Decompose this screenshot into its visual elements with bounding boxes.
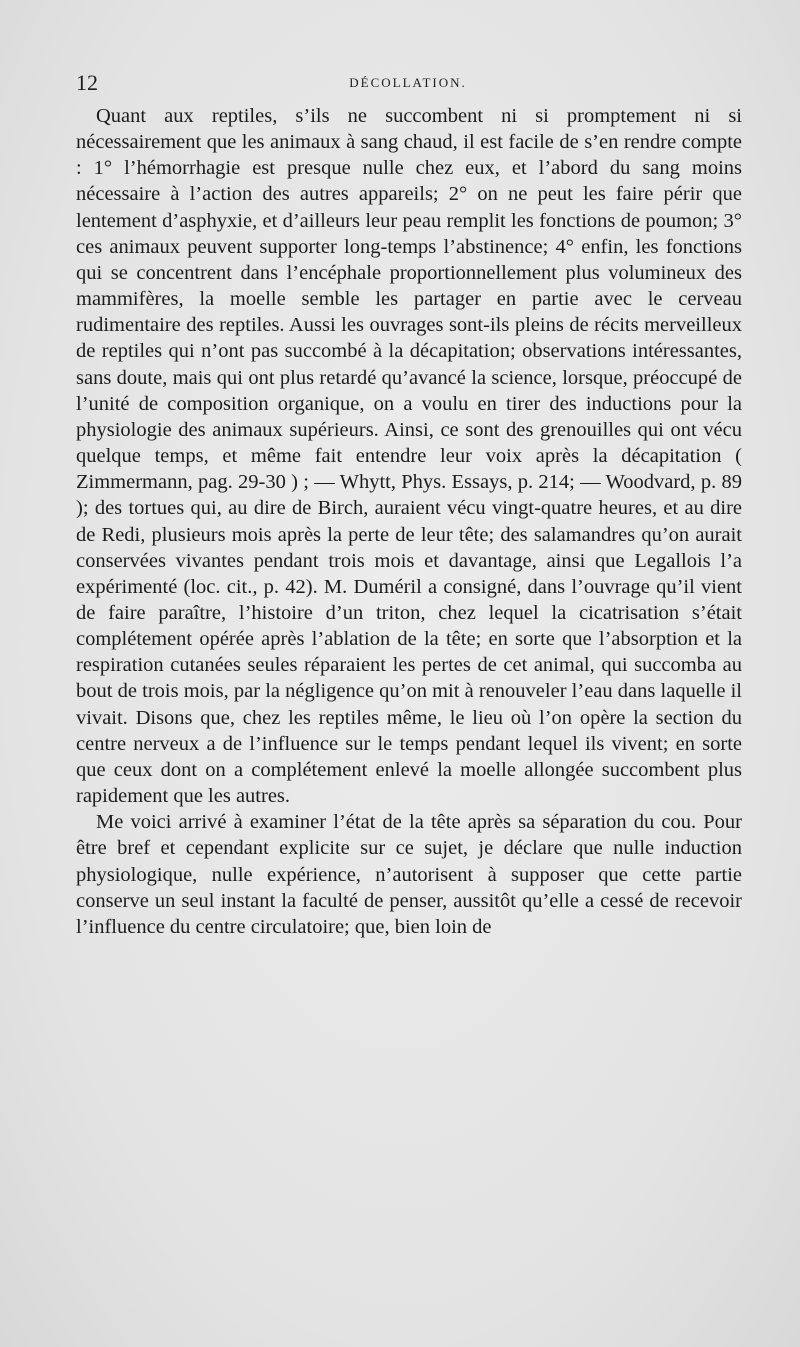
page-header — [76, 70, 740, 100]
paragraph-reptiles: Quant aux reptiles, s’ils ne succombent ni si promptement ni si nécessairement que les animaux à sang chaud, il est facile de s’en rendre compte : 1° l’hémorrhagie est presque nulle chez eux, et l’abord du sang moins nécessaire à l’action des autres appareils; 2° on ne peut les faire périr que lentement d’asphyxie, et d’ailleurs leur peau remplit les fonctions de poumon; 3° ces animaux peuvent supporter long-temps l’abstinence; 4° enfin, les fonctions qui se concentrent dans l’encéphale proportionnellement plus volumineux des mammifères, la moelle semble les partager en partie avec le cerveau rudimentaire des reptiles. Aussi les ouvrages sont-ils pleins de récits merveilleux de reptiles qui n’ont pas succombé à la décapitation; observations intéressantes, sans doute, mais qui ont plus retardé qu’avancé la science, lorsque, préoccupé de l’unité de composition organique, on a voulu en tirer des inductions pour la physiologie des animaux supérieurs. Ainsi, ce sont des grenouilles qui ont vécu quelque temps, et même fait entendre leur voix après la décapitation ( Zimmermann, pag. 29-30 ) ; — Whytt, Phys. Essays, p. 214; — Woodvard, p. 89 ); des tortues qui, au dire de Birch, auraient vécu vingt-quatre heures, et au dire de Redi, plusieurs mois après la perte de leur tête; des salamandres qu’on aurait conservées vivantes pendant trois mois et davantage, ainsi que Legallois l’a expérimenté (loc. cit., p. 42). M. Duméril a consigné, dans l’ouvrage qu’il vient de faire paraître, l’histoire d’un triton, chez lequel la cicatrisation s’était complétement opérée après l’ablation de la tête; en sorte que l’absorption et la respiration cutanées seules réparaient les pertes de cet animal, qui succomba au bout de trois mois, par la négligence qu’on mit à renouveler l’eau dans laquelle il vivait. Disons que, chez les reptiles même, le lieu où l’on opère la section du centre nerveux a de l’influence sur le temps pendant lequel ils vivent; en sorte que ceux dont on a complétement enlevé la moelle allongée succombent plus rapidement que les autres. — [76, 105, 742, 808]
running-title: DÉCOLLATION. — [349, 75, 467, 90]
body-text — [76, 103, 742, 940]
page-number: 12 — [76, 70, 98, 95]
paragraph-head-separation: Me voici arrivé à examiner l’état de la tête après sa séparation du cou. Pour être bref et cependant explicite sur ce sujet, je déclare que nulle induction physiologique, nulle expérience, n’autorisent à supposer que cette partie conserve un seul instant la faculté de penser, aussitôt qu’elle a cessé de recevoir l’influence du centre circulatoire; que, bien loin de — [76, 811, 742, 938]
